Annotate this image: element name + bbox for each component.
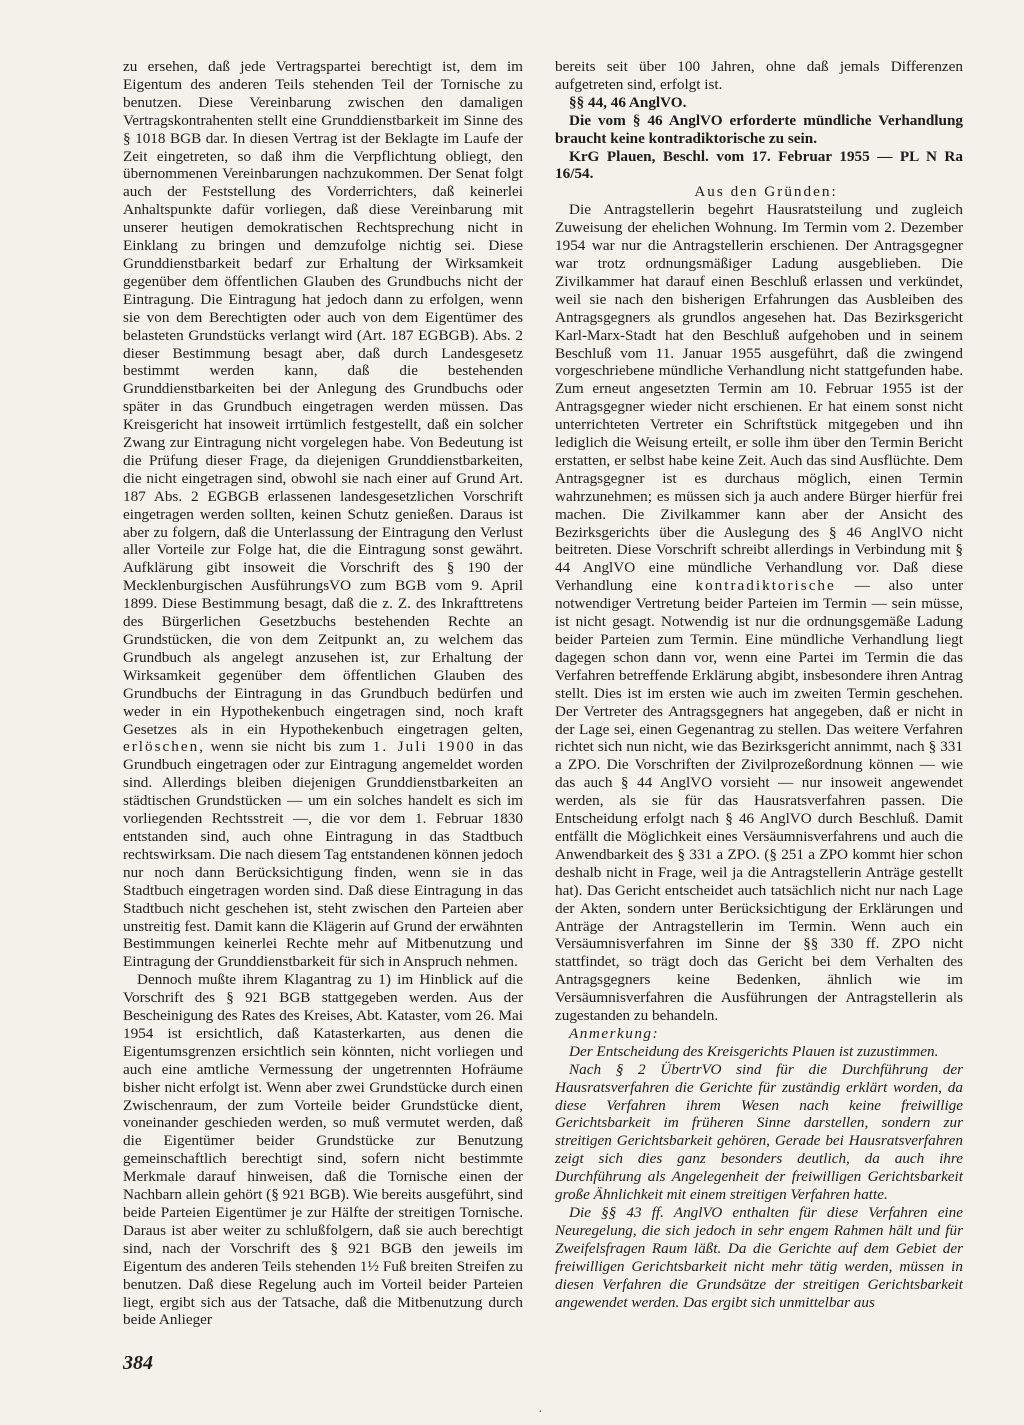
emphasis-spaced: erlöschen xyxy=(123,738,200,756)
page-number: 384 xyxy=(123,1352,153,1374)
right-paragraph-0: bereits seit über 100 Jahren, ohne daß jemals Differenzen aufgetreten sind, erfolgt ist. xyxy=(555,58,963,93)
emphasis-kontradiktorische: kontradiktorische xyxy=(695,577,836,595)
note-paragraph-3: Die §§ 43 ff. AnglVO enthalten für diese Verfahren eine Neuregelung, die sich jedoch in sehr engem Rahmen hält und für Zweifelsfragen Raum läßt. Da die Gerichte auf dem Gebiet der freiwilligen Gerichtsbarkeit nicht mehr tätig werden, müssen in diesen Verfahren die Grundsätze der streitigen Gerichtsbarkeit angewendet werden. Das ergibt sich unmittelbar aus xyxy=(555,1204,963,1311)
court-citation: KrG Plauen, Beschl. vom 17. Februar 1955 — PL N Ra 16/54. xyxy=(555,147,963,183)
right-column xyxy=(555,58,963,1311)
left-paragraph-2: Dennoch mußte ihrem Klagantrag zu 1) im Hinblick auf die Vorschrift des § 921 BGB stattgegeben werden. Aus der Bescheinigung des Rates des Kreises, Abt. Kataster, vom 26. Mai 1954 ist ersichtlich, daß Katasterkarten, aus denen die Eigentumsgrenzen ersichtlich sein könnten, nicht vorliegen und auch eine amtliche Vermessung der ungetrennten Hofräume bisher nicht erfolgt ist. Wenn aber zwei Grundstücke durch einen Zwischenraum, der zum Vorteile beider Grundstücke dient, voneinander geschieden werden, so muß vermutet werden, daß die Eigentümer beider Grundstücke zur Benutzung gemeinschaftlich berechtigt sind, sofern nicht bestimmte Merkmale darauf hinweisen, daß die Tornische einen der Nachbarn allein gehört (§ 921 BGB). Wie bereits ausgeführt, sind beide Parteien Eigentümer je zur Hälfte der streitigen Tornische. Daraus ist aber weiter zu schlußfolgern, daß sie auch berechtigt sind, nach der Vorschrift des § 921 BGB den jeweils im Eigentum des anderen Teils stehenden 1½ Fuß breiten Streifen zu benutzen. Daß diese Regelung auch im Vorteil beider Parteien liegt, ergibt sich aus der Tatsache, daß die Mitbenutzung durch beide Anlieger xyxy=(123,971,523,1329)
left-column xyxy=(123,58,523,1329)
section-reference: §§ 44, 46 AnglVO. xyxy=(569,93,687,111)
reasons-heading: Aus den Gründen: xyxy=(694,183,838,201)
left-paragraph-1: zu ersehen, daß jede Vertragspartei berechtigt ist, dem im Eigentum des anderen Teils stehenden Teil der Tornische zu benutzen. Diese Vereinbarung zwischen den damaligen Vertragskontrahenten stellt eine Grunddienstbarkeit im Sinne des § 1018 BGB dar. In diesen Vertrag ist der Beklagte im Laufe der Zeit eingetreten, so daß ihm die Verpflichtung obliegt, den übernommenen Vereinbarungen nachzukommen. Der Senat folgt auch der Feststellung des Vorderrichters, daß keinerlei Anhaltspunkte dafür vorliegen, daß diese Vereinbarung mit unserer heutigen demokratischen Rechtsprechung nicht in Einklang zu bringen und demzufolge nichtig sei. Diese Grunddienstbarkeit bedarf zur Erhaltung der Wirksamkeit gegenüber dem öffentlichen Glauben des Grundbuchs nicht der Eintragung. Die Eintragung hat jedoch dann zu erfolgen, wenn sie von dem Berechtigten oder auch von dem Eigentümer des belasteten Grundstücks verlangt wird (Art. 187 EGBGB). Abs. 2 dieser Bestimmung besagt aber, daß durch Landesgesetz bestimmt werden kann, daß die bestehenden Grunddienstbarkeiten bei der Anlegung des Grundbuchs oder später in das Grundbuch eingetragen werden müssen. Das Kreisgericht hat insoweit irrtümlich festgestellt, daß ein solcher Zwang zur Eintragung nicht vorgelegen habe. Von Bedeutung ist die Prüfung dieser Frage, da diejenigen Grunddienstbarkeiten, die nicht eingetragen sind, obwohl sie nach einer auf Grund Art. 187 Abs. 2 EGBGB erlassenen landesgesetzlichen Vorschrift eingetragen werden sollten, keinen Schutz genießen. Daraus ist aber zu folgern, daß die Unterlassung der Eintragung den Verlust aller Vorteile zur Folge hat, die die Eintragung sonst gewährt. Aufklärung gibt insoweit die Vorschrift des § 190 der Mecklenburgischen AusführungsVO zum BGB vom 9. April 1899. Diese Bestimmung besagt, daß die z. Z. des Inkrafttretens des Bürgerlichen Gesetzbuchs bestehenden Rechte an Grundstücken, die von dem Zeitpunkt an, zu welchem das Grundbuch als angelegt anzusehen ist, zur Erhaltung der Wirksamkeit gegenüber dem öffentlichen Glauben des Grundbuchs der Eintragung in das Grundbuch bedürfen und weder in ein Hypothekenbuch eingetragen sind, noch kraft Gesetzes als in ein Hypothekenbuch eingetragen gelten, erlöschen, wenn sie nicht bis zum 1. Juli 1900 in das Grundbuch eingetragen oder zur Eintragung angemeldet worden sind. Allerdings bleiben diejenigen Grunddienstbarkeiten an städtischen Grundstücken — um ein solches handelt es sich im vorliegenden Rechtsstreit —, die vor dem 1. Februar 1830 entstanden sind, auch ohne Eintragung in das Stadtbuch rechtswirksam. Die nach diesem Tag entstandenen können jedoch nur noch dann Berücksichtigung finden, wenn sie in das Stadtbuch eingetragen worden sind. Daß diese Eintragung in das Stadtbuch nicht geschehen ist, steht zwischen den Parteien aber unstreitig fest. Damit kann die Klägerin auf Grund der erwähnten Bestimmungen keinerlei Rechte mehr auf Mitbenutzung und Eintragung der Grunddienstbarkeit für sich in Anspruch nehmen. xyxy=(123,58,523,971)
note-paragraph-1: Der Entscheidung des Kreisgerichts Plauen ist zuzustimmen. xyxy=(569,1042,939,1060)
note-heading: Anmerkung: xyxy=(569,1024,660,1042)
emphasis-date: 1. Juli 1900 xyxy=(372,738,476,756)
note-paragraph-2: Nach § 2 ÜbertrVO sind für die Durchführung der Hausratsverfahren die Gerichte für zuständig erklärt worden, da diese Verfahren ihrem Wesen nach keine freiwillige Gerichtsbarkeit im früheren Sinne darstellen, sondern zur streitigen Gerichtsbarkeit gehören, Gerade bei Hausratsverfahren zeigt sich dies ganz besonders deutlich, da auch ihre Durchführung als Angelegenheit der freiwilligen Gerichtsbarkeit große Ähnlichkeit mit einem streitigen Verfahren hatte. xyxy=(555,1060,963,1204)
right-paragraph-1: Die Antragstellerin begehrt Hausratsteilung und zugleich Zuweisung der ehelichen Wohnung. Im Termin vom 2. Dezember 1954 war nur die Antragstellerin erschienen. Der Antragsgegner war trotz ordnungsmäßiger Ladung ausgeblieben. Die Zivilkammer hat darauf einen Beschluß erlassen und verkündet, weil sie nach den bisherigen Erfahrungen das Ausbleiben des Antragsgegners als grundlos angesehen hat. Das Bezirksgericht Karl-Marx-Stadt hat den Beschluß aufgehoben und in seinem Beschluß vom 11. Januar 1955 ausgeführt, daß die zwingend vorgeschriebene mündliche Verhandlung nicht stattgefunden habe. Zum erneut angesetzten Termin am 10. Februar 1955 ist der Antragsgegner wieder nicht erschienen. Er hat einem sonst nicht unterrichteten Vertreter ein Schriftstück mitgegeben und ihn lediglich die Weisung erteilt, er solle ihm über den Termin Bericht erstatten, er selbst habe keine Zeit. Auch das sind Ausflüchte. Dem Antragsgegner ist es durchaus möglich, einen Termin wahrzunehmen; es müssen sich ja auch andere Bürger hierfür frei machen. Die Zivilkammer kann aber der Ansicht des Bezirksgerichts über die Auslegung des § 46 AnglVO nicht beitreten. Diese Vorschrift schreibt allerdings in Verbindung mit § 44 AnglVO eine mündliche Verhandlung vor. Daß diese Verhandlung eine kontradiktorische — also unter notwendiger Vertretung beider Parteien im Termin — sein müsse, ist nicht gesagt. Notwendig ist nur die ordnungsgemäße Ladung beider Parteien zum Termin. Eine mündliche Verhandlung liegt dagegen schon dann vor, wenn eine Partei im Termin die das Verfahren betreffende Erklärung abgibt, insbesondere ihren Antrag stellt. Dies ist im ersten wie auch im zweiten Termin geschehen. Der Vertreter des Antragsgegners hat angegeben, daß er nicht in der Lage sei, einen Gegenantrag zu stellen. Das weitere Verfahren richtet sich nun nicht, wie das Bezirksgericht annimmt, nach § 331 a ZPO. Die Vorschriften der Zivilprozeßordnung können — wie das auch § 44 AnglVO vorsieht — nur insoweit angewendet werden, als sie für das Hausratsverfahren passen. Die Entscheidung erfolgt nach § 46 AnglVO durch Beschluß. Damit entfällt die Möglichkeit eines Versäumnisverfahrens und auch die Anwendbarkeit des § 331 a ZPO. (§ 251 a ZPO kommt hier schon deshalb nicht in Frage, weil ja die Antragstellerin Anträge gestellt hat). Das Gericht entscheidet auch tatsächlich nicht nur nach Lage der Akten, sondern unter Berücksichtigung der Erklärungen und Anträge der Antragstellerin im Termin. Wenn auch ein Versäumnisverfahren im Sinne der §§ 330 ff. ZPO nicht stattfindet, so trägt doch das Gericht bei dem Verhalten des Antragsgegners keine Bedenken, ähnlich wie im Versäumnisverfahren die Ausführungen der Antragstellerin als zugestanden zu behandeln. xyxy=(555,201,964,1025)
scan-mark: · xyxy=(538,1405,543,1420)
headnote: Die vom § 46 AnglVO erforderte mündliche Verhandlung braucht keine kontradiktorische zu sein. xyxy=(555,111,963,147)
